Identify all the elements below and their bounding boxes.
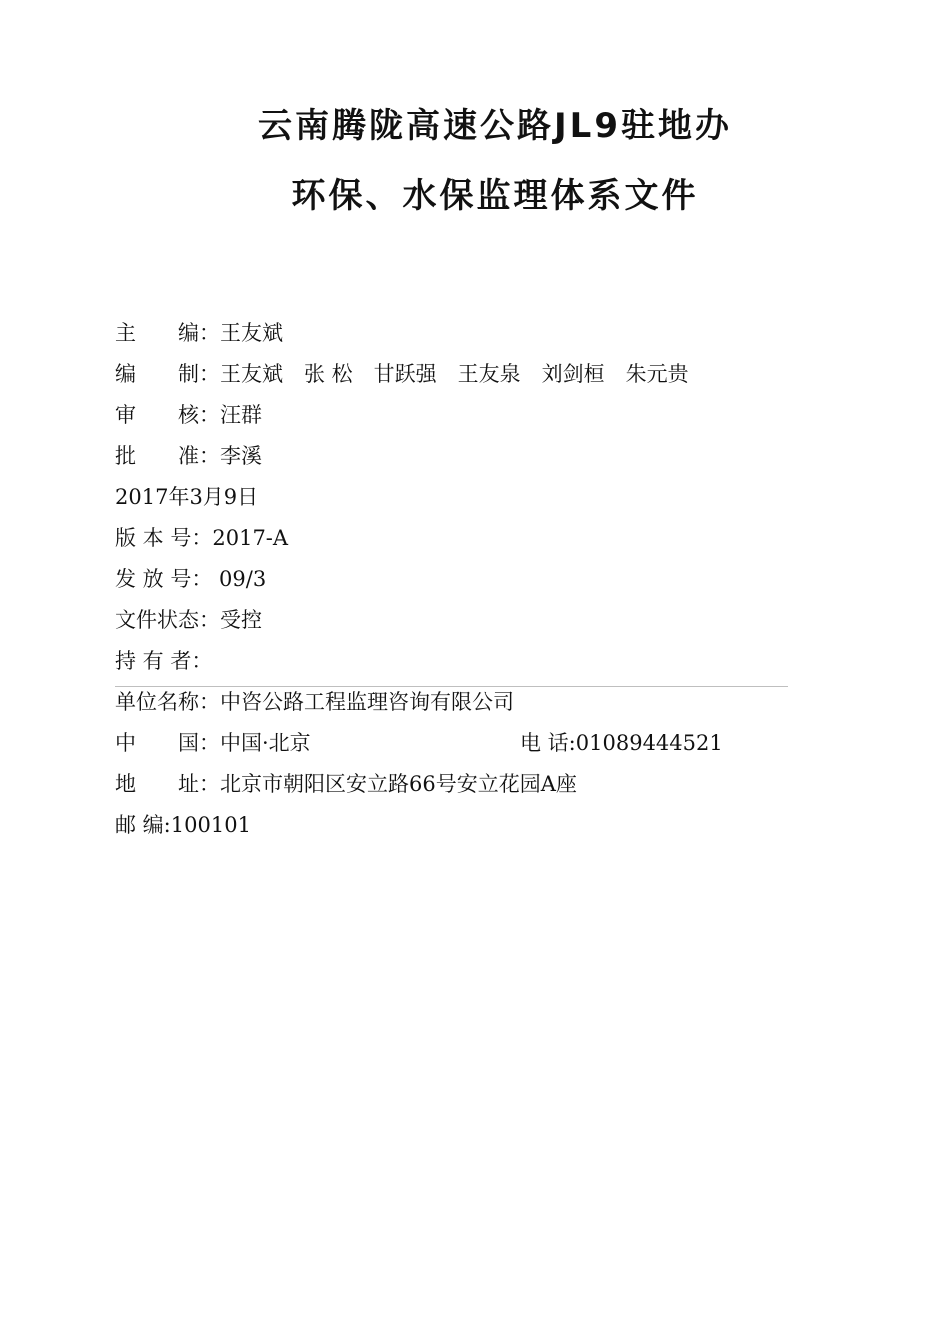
postcode-value: 100101 xyxy=(170,813,251,837)
approver-value: 李溪 xyxy=(220,444,262,468)
version-label: 版 本 号： xyxy=(115,526,213,550)
reviewer-label: 审 核： xyxy=(115,403,220,427)
address-value: 北京市朝阳区安立路66号安立花园A座 xyxy=(220,772,577,796)
document-status-row xyxy=(115,606,262,634)
approver-row xyxy=(115,442,262,470)
version-row xyxy=(115,524,288,552)
country-row xyxy=(115,729,311,757)
reviewer-row xyxy=(115,401,262,429)
country-label: 中 国： xyxy=(115,731,220,755)
postcode-row xyxy=(115,811,251,839)
section-divider xyxy=(115,686,788,687)
document-date: 2017年3月9日 xyxy=(115,485,259,509)
chief-editor-row xyxy=(115,319,283,347)
holder-label: 持 有 者： xyxy=(115,649,213,673)
document-title-line-1: 云南腾陇高速公路JL9驻地办 xyxy=(258,106,732,146)
company-name-row xyxy=(115,688,514,716)
document-title-line-2: 环保、水保监理体系文件 xyxy=(291,176,699,216)
phone-row xyxy=(520,729,723,757)
reviewer-value: 汪群 xyxy=(220,403,262,427)
compilers-row xyxy=(115,360,689,388)
version-value: 2017-A xyxy=(212,526,289,550)
compilers-label: 编 制： xyxy=(115,362,220,386)
compilers-value: 王友斌 张 松 甘跃强 王友泉 刘剑桓 朱元贵 xyxy=(220,362,689,386)
approver-label: 批 准： xyxy=(115,444,220,468)
country-value: 中国·北京 xyxy=(220,731,311,755)
address-label: 地 址： xyxy=(115,772,220,796)
chief-editor-value: 王友斌 xyxy=(220,321,283,345)
company-name-value: 中咨公路工程监理咨询有限公司 xyxy=(220,690,514,714)
postcode-label: 邮 编: xyxy=(115,813,171,837)
company-name-label: 单位名称： xyxy=(115,690,220,714)
issue-number-value: 09/3 xyxy=(212,567,267,591)
issue-number-row xyxy=(115,565,266,593)
chief-editor-label: 主 编： xyxy=(115,321,220,345)
issue-number-label: 发 放 号： xyxy=(115,567,213,591)
document-status-value: 受控 xyxy=(220,608,262,632)
phone-value: 01089444521 xyxy=(575,731,723,755)
holder-row xyxy=(115,647,212,675)
phone-label: 电 话: xyxy=(520,731,576,755)
address-row xyxy=(115,770,577,798)
document-status-label: 文件状态： xyxy=(115,608,220,632)
